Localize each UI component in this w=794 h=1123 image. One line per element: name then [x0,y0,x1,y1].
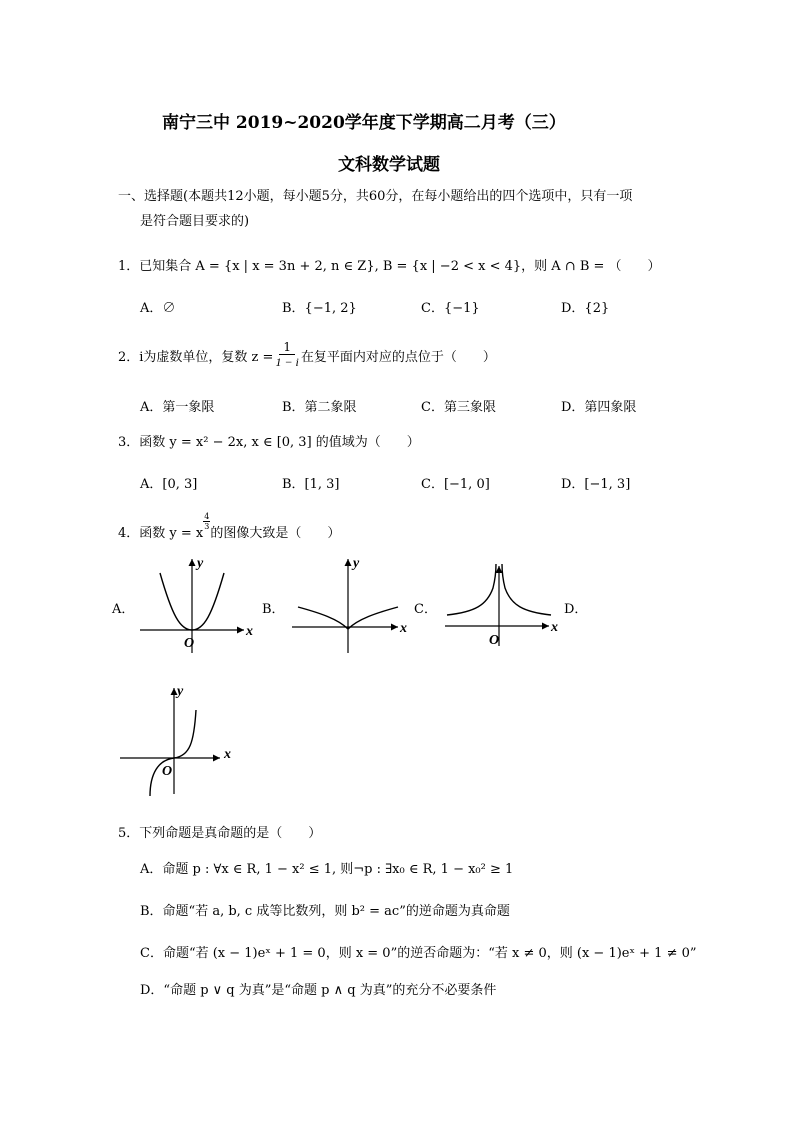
question-4-stem [118,512,340,541]
graph-label-b: B． [262,602,285,617]
question-2-stem-prefix: 2．i为虚数单位，复数 z = [118,349,274,365]
graph-d [118,682,248,802]
question-4-stem-prefix: 4．函数 y = x [118,526,204,541]
graph-a [140,555,260,655]
graph-b [290,555,415,655]
graph-label-a: A． [112,602,135,617]
graph-a-axis-x-label: x [246,624,253,639]
exam-title: 南宁三中 2019~2020学年度下学期高二月考（三） [162,113,566,133]
question-3-option-c: C．[−1, 0] [421,477,490,492]
question-5-option-c: C．命题“若 (x − 1)eˣ + 1 = 0，则 x = 0”的逆否命题为：“若 x ≠ 0，则 (x − 1)eˣ + 1 ≠ 0” [140,946,697,961]
question-3-stem: 3．函数 y = x² − 2x, x ∈ [0, 3] 的值域为（ ） [118,435,420,450]
graph-a-axis-y-label: y [197,556,204,571]
question-2-option-a: A．第一象限 [140,400,215,415]
graph-c [445,560,565,650]
question-1-option-c: C．{−1} [421,301,480,316]
question-4-exponent-denominator: 3 [204,522,210,531]
graph-b-axis-y-label: y [353,556,360,571]
graph-d-origin-label: O [162,764,173,779]
question-2-stem [118,340,496,370]
question-5-option-a: A．命题 p : ∀x ∈ R, 1 − x² ≤ 1, 则¬p : ∃x₀ ∈ R, 1 − x₀² ≥ 1 [140,862,514,877]
question-5-stem: 5．下列命题是真命题的是（ ） [118,826,322,841]
graph-d-axis-y-label: y [177,684,184,699]
question-5-option-d: D．“命题 p ∨ q 为真”是“命题 p ∧ q 为真”的充分不必要条件 [140,983,497,998]
exam-subtitle: 文科数学试题 [338,155,440,175]
graph-d-curve [150,710,196,796]
question-4-stem-suffix: 的图像大致是（ ） [210,526,341,541]
question-1-option-b: B．{−1, 2} [282,301,357,316]
graph-c-curve-right [502,564,551,615]
section-instructions-line2: 是符合题目要求的) [140,214,250,229]
question-4-exponent [203,512,210,531]
question-2-fraction-numerator: 1 [279,340,295,355]
question-2-option-d: D．第四象限 [561,400,637,415]
graph-label-d: D． [564,602,588,617]
question-2-option-b: B．第二象限 [282,400,357,415]
graph-c-axis-x-label: x [551,620,558,635]
question-3-option-d: D．[−1, 3] [561,477,631,492]
section-instructions-line1: 一、选择题(本题共12小题，每小题5分，共60分，在每小题给出的四个选项中，只有一项 [118,189,633,204]
question-1-option-a: A．∅ [140,301,176,316]
question-2-fraction-denominator: 1 − i [275,355,299,369]
graph-label-c: C． [414,602,437,617]
question-2-option-c: C．第三象限 [421,400,496,415]
graph-a-origin-label: O [184,636,195,651]
question-3-option-a: A．[0, 3] [140,477,198,492]
graph-d-axis-x-label: x [224,747,231,762]
question-4-exponent-numerator: 4 [204,512,210,521]
graph-c-origin-label: O [489,633,500,648]
question-5-option-b: B．命题“若 a, b, c 成等比数列，则 b² = ac”的逆命题为真命题 [140,904,510,919]
question-1-option-d: D．{2} [561,301,610,316]
question-2-stem-suffix: 在复平面内对应的点位于（ ） [300,349,496,365]
question-2-fraction [275,340,298,370]
graph-c-curve-left [447,564,496,615]
question-1-stem: 1．已知集合 A = {x | x = 3n + 2, n ∈ Z}, B = {x | −2 < x < 4}，则 A ∩ B = （ ） [118,259,661,274]
question-3-option-b: B．[1, 3] [282,477,340,492]
graph-b-axis-x-label: x [400,621,407,636]
